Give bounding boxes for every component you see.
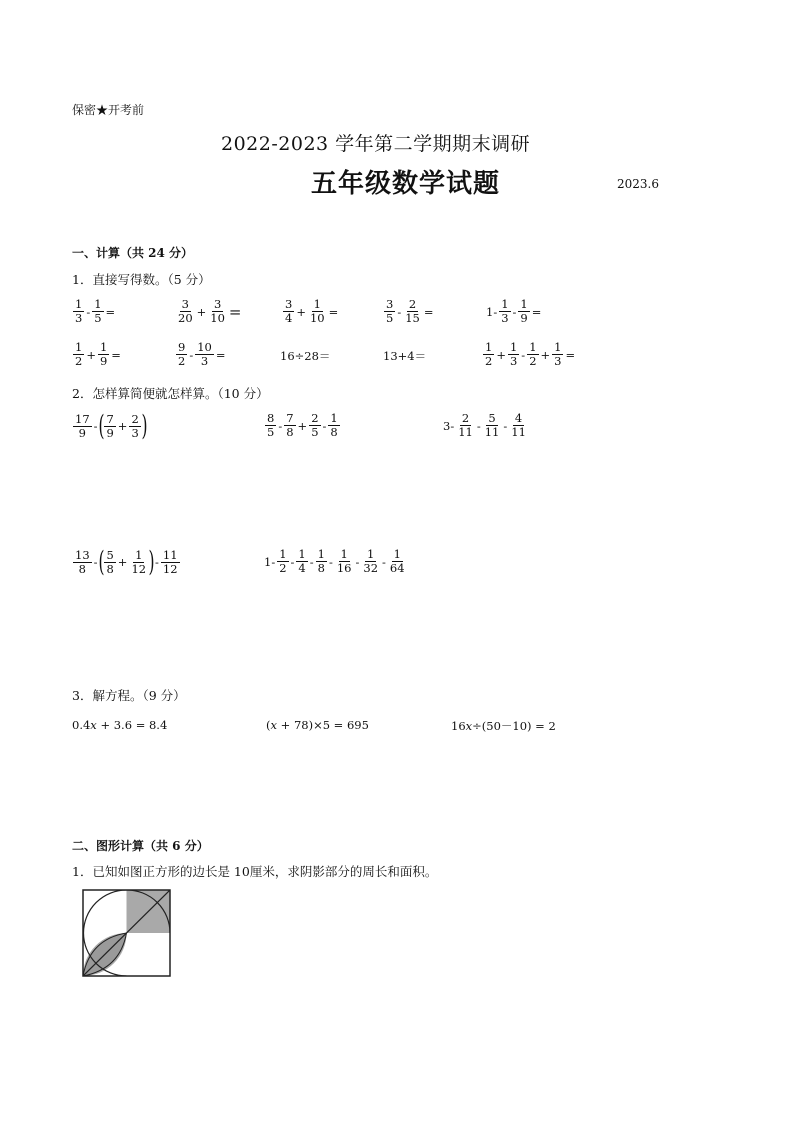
q3-eq2: ( x + 78)×5 = 695 (266, 718, 369, 732)
fraction: $\frac{10}{3}$ (197, 340, 212, 368)
shaded-square-figure (80, 887, 176, 979)
q1-r1-e3: $\frac{3}{4}$ + $\frac{1}{10}$ = (285, 297, 339, 325)
fraction: $\frac{1}{3}$ (554, 340, 562, 368)
fraction: $\frac{1}{4}$ (298, 547, 306, 575)
fraction: $\frac{1}{64}$ (389, 547, 405, 575)
q3-eq3: 16 x ÷(50－10) = 2 (451, 719, 556, 733)
fraction: $\frac{2}{3}$ (131, 411, 139, 440)
q1-r2-e4: 13+4＝ (383, 349, 427, 363)
q1-label: 1．直接写得数。（5 分） (72, 272, 211, 287)
fraction: $\frac{1}{3}$ (501, 297, 509, 325)
fraction: $\frac{1}{5}$ (94, 297, 102, 325)
fraction: $\frac{9}{2}$ (178, 340, 186, 368)
fraction: $\frac{13}{8}$ (75, 547, 90, 576)
fraction: $\frac{2}{11}$ (458, 411, 473, 439)
q1-r1-e1: $\frac{1}{3}$ - $\frac{1}{5}$ = (75, 297, 116, 325)
fraction: $\frac{1}{8}$ (330, 411, 338, 439)
q2-e2: $\frac{8}{5}$ - $\frac{7}{8}$ + $\frac{2}{5}$ - $\frac{1}{8}$ (267, 411, 338, 439)
fraction: $\frac{3}{4}$ (285, 297, 293, 325)
fraction: $\frac{1}{2}$ (485, 340, 493, 368)
exam-title-line1: 2022-2023 学年第二学期期末调研 (221, 133, 531, 155)
q3-eq1: 0.4 x + 3.6 = 8.4 (72, 718, 168, 732)
section2-q1-label: 1．已知如图正方形的边长是 10厘米，求阴影部分的周长和面积。 (72, 864, 438, 879)
fraction: $\frac{8}{5}$ (267, 411, 275, 439)
q2-e3: 3- $\frac{2}{11}$ - $\frac{5}{11}$ - $\frac{4}{11}$ (443, 411, 526, 439)
fraction: $\frac{5}{8}$ (106, 547, 114, 576)
section1-heading: 一、计算（共 24 分） (72, 246, 194, 260)
fraction: $\frac{3}{20}$ (178, 297, 193, 325)
fraction: $\frac{1}{2}$ (279, 547, 287, 575)
q3-label: 3．解方程。（9 分） (72, 688, 186, 703)
q2-e1: $\frac{17}{9}$ - ( $\frac{7}{9}$ + $\frac{2}{3}$ ) (75, 409, 148, 442)
fraction: $\frac{1}{32}$ (363, 547, 379, 575)
fraction: $\frac{7}{8}$ (286, 411, 294, 439)
section2-heading: 二、图形计算（共 6 分） (72, 839, 209, 853)
fraction: $\frac{7}{9}$ (106, 411, 114, 440)
q1-r1-e2: $\frac{3}{20}$ + $\frac{3}{10}$ = (178, 297, 242, 325)
fraction: $\frac{1}{10}$ (309, 297, 325, 325)
q1-r1-e4: $\frac{3}{5}$ - $\frac{2}{15}$ = (386, 297, 434, 325)
fraction: $\frac{1}{3}$ (75, 297, 83, 325)
fraction: $\frac{2}{5}$ (311, 411, 319, 439)
fraction: $\frac{11}{12}$ (162, 547, 178, 576)
fraction: $\frac{1}{9}$ (520, 297, 528, 325)
q2-label: 2．怎样算简便就怎样算。（10 分） (72, 386, 269, 401)
fraction: $\frac{2}{15}$ (405, 297, 420, 325)
q1-r2-e2: $\frac{9}{2}$ - $\frac{10}{3}$ = (178, 340, 226, 368)
fraction: $\frac{1}{3}$ (509, 340, 518, 368)
q2-e5: 1- $\frac{1}{2}$ - $\frac{1}{4}$ - $\frac{1}{8}$ - $\frac{1}{16}$ - $\frac{1}{32}$ - $\frac{1}{64}$ (264, 547, 405, 575)
q1-r2-e5: $\frac{1}{2}$ + $\frac{1}{3}$ - $\frac{1}{2}$ + $\frac{1}{3}$ = (485, 340, 576, 368)
fraction: $\frac{3}{10}$ (210, 297, 225, 325)
q1-r2-e1: $\frac{1}{2}$ + $\frac{1}{9}$ = (75, 340, 121, 368)
exam-date: 2023.6 (617, 177, 659, 191)
fraction: $\frac{1}{16}$ (336, 547, 352, 575)
fraction: $\frac{1}{9}$ (99, 340, 108, 368)
q1-r2-e3: 16÷28＝ (280, 349, 331, 363)
fraction: $\frac{3}{5}$ (386, 297, 394, 325)
fraction: $\frac{17}{9}$ (75, 411, 90, 440)
fraction: $\frac{5}{11}$ (484, 411, 500, 439)
fraction: $\frac{1}{2}$ (529, 340, 537, 368)
fraction: $\frac{4}{11}$ (511, 411, 526, 439)
exam-title-line2: 五年级数学试题 (311, 169, 501, 199)
fraction: $\frac{1}{12}$ (131, 547, 147, 576)
fraction: $\frac{1}{2}$ (75, 340, 83, 368)
q1-r1-e5: 1- $\frac{1}{3}$ - $\frac{1}{9}$ = (486, 297, 542, 325)
confidential-label: 保密★开考前 (72, 103, 145, 117)
q2-e4: $\frac{13}{8}$ - ( $\frac{5}{8}$ + $\frac{1}{12}$ ) - $\frac{11}{12}$ (75, 545, 178, 578)
fraction: $\frac{1}{8}$ (317, 547, 325, 575)
